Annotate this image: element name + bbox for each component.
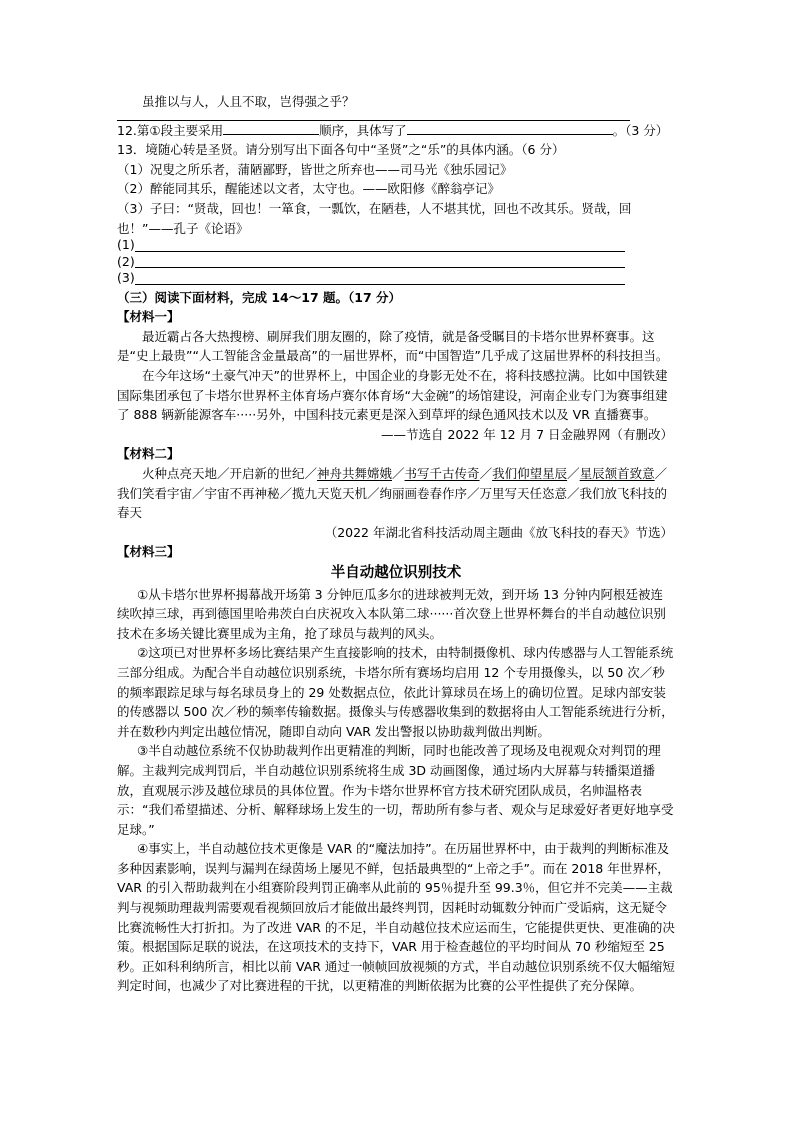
material3-paragraph-1: ①从卡塔尔世界杯揭幕战开场第 3 分钟厄瓜多尔的进球被判无效，到开场 13 分钟内阿根廷被连续吹掉三球，再到德国里哈弗茨白白庆祝攻入本队第二球······首次登上世界杯舞台的半自动越位识别技术在多场关键比赛里成为主角，抢了球员与裁判的风头。 — [117, 586, 666, 641]
answer-label: (2) — [117, 253, 135, 269]
material3-heading: 【材料三】 — [117, 544, 180, 560]
material2-poem — [117, 464, 675, 523]
q13-answer-1[interactable] — [117, 238, 675, 255]
material3-paragraph-3: ③半自动越位系统不仅协助裁判作出更精准的判断，同时也能改善了现场及电视观众对判罚的理解。主裁判完成判罚后，半自动越位识别系统将生成 3D 动画图像，通过场内大屏幕与转播渠道播放，直观展示涉及越位球员的具体位置。作为卡塔尔世界杯官方技术研究团队成员，名帅温格表示：“我们希望描述、分析、解释球场上发生的一切，帮助所有参与者、观众与足球爱好者更好地享受足球。” — [117, 743, 674, 837]
q12-blank-content[interactable] — [407, 121, 613, 135]
q12-part2: 顺序，具体写了 — [319, 122, 407, 138]
section3-heading: （三）阅读下面材料，完成 14～17 题。（17 分） — [117, 289, 401, 305]
poem-text: ／我们笑看宇宙／宇宙不再神秘／揽九天览天机／绚丽画卷春作序／万里写天任恣意／我们放飞科技的春天 — [117, 466, 668, 521]
q12-question — [117, 121, 675, 141]
q13-sentence-3: （3）子曰：“贤哉，回也！一箪食，一瓢饮，在陋巷，人不堪其忧，回也不改其乐。贤哉，回也！”——孔子《论语》 — [117, 200, 632, 236]
poem-text: 火种点亮天地／开启新的世纪／ — [142, 466, 318, 481]
material1-paragraph-1: 最近霸占各大热搜榜、刷屏我们朋友圈的，除了疫情，就是备受瞩目的卡塔尔世界杯赛事。这是“史上最贵”“人工智能含金量最高”的一届世界杯，而“中国智造”几乎成了这届世界杯的科技担当。 — [117, 328, 669, 364]
material3-paragraph-4: ④事实上，半自动越位技术更像是 VAR 的“魔法加持”。在历届世界杯中，由于裁判的判断标准及多种因素影响，误判与漏判在绿茵场上屡见不鲜，包括最典型的“上帝之手”。而在 2018 年世界杯，VAR 的引入帮助裁判在小组赛阶段判罚正确率从此前的 95％提升至 99.3％，但它并不完美——主裁判与视频助理裁判需要观看视频回放后才能做出最终判罚，因耗时动辄数分钟而广受诟病，这无疑令比赛流畅性大打折扣。为了改进 VAR 的不足，半自动越位技术应运而生，它能提供更快、更准确的决策。根据国际足联的说法，在这项技术的支持下，VAR 用于检查越位的平均时间从 70 秒缩短至 25 秒。正如科利纳所言，相比以前 VAR 通过一帧帧回放视频的方式，半自动越位识别系统不仅大幅缩短判定时间，也减少了对比赛进程的干扰，以更精准的判断依据为比赛的公平性提供了充分保障。 — [117, 841, 675, 994]
material1-source: ——节选自 2022 年 12 月 7 日金融界网（有删改） — [380, 426, 673, 442]
material1-heading: 【材料一】 — [117, 309, 180, 325]
material3-paragraph-2: ②这项已对世界杯多场比赛结果产生直接影响的技术，由特制摄像机、球内传感器与人工智能系统三部分组成。为配合半自动越位识别系统，卡塔尔所有赛场均启用 12 个专用摄像头，以 50 次／秒的频率跟踪足球与每名球员身上的 29 处数据点位，依此计算球员在场上的确切位置。足球内部安装的传感器以 500 次／秒的频率传输数据。摄像头与传感器收集到的数据将由人工智能系统进行分析，并在数秒内判定出越位情况，随即自动向 VAR 发出警报以协助裁判做出判断。 — [117, 645, 674, 739]
q12-part3: 。（3 分） — [612, 122, 669, 138]
poem-text: ／ — [392, 466, 405, 481]
material3-title: 半自动越位识别技术 — [330, 564, 462, 581]
q11-answer-line — [117, 113, 630, 121]
material2-source: （2022 年湖北省科技活动周主题曲《放飞科技的春天》节选） — [324, 524, 673, 540]
q11-tail-text: 虽推以与人，人且不取，岂得强之乎？ — [142, 94, 355, 109]
poem-underlined: 我们仰望星辰 — [492, 466, 568, 481]
answer-line — [135, 275, 625, 285]
material2-heading: 【材料二】 — [117, 446, 180, 462]
answer-label: (1) — [117, 237, 135, 253]
answer-label: (3) — [117, 270, 135, 286]
poem-text: ／ — [479, 466, 493, 481]
q13-stem: 13．境随心转是圣贤。请分别写出下面各句中“圣贤”之“乐”的具体内涵。（6 分） — [117, 142, 565, 158]
poem-underlined: 书写千古传奇 — [404, 466, 480, 481]
q13-answer-3[interactable] — [117, 271, 675, 288]
q13-sentence-2: （2）醉能同其乐，醒能述以文者，太守也。——欧阳修《醉翁亭记》 — [117, 181, 500, 197]
poem-underlined: 神舟共舞嫦娥 — [317, 466, 393, 481]
exam-page — [117, 92, 675, 996]
answer-line — [135, 258, 625, 268]
poem-underlined: 星辰颔首致意 — [579, 466, 655, 481]
q13-sentence-1: （1）况叟之所乐者，蒲陋鄙野，皆世之所弃也——司马光《独乐园记》 — [117, 161, 513, 177]
q12-part1: 12.第①段主要采用 — [117, 122, 224, 138]
q13-answer-2[interactable] — [117, 255, 675, 272]
answer-line — [135, 242, 625, 252]
material1-paragraph-2: 在今年这场“土豪气冲天”的世界杯上，中国企业的身影无处不在，将科技感拉满。比如中国铁建国际集团承包了卡塔尔世界杯主体育场卢赛尔体育场“大金碗”的场馆建设，河南企业专门为赛事组建了 888 辆新能源客车·····另外，中国科技元素更是深入到草坪的绿色通风技术以及 VR 直播赛事。 — [117, 368, 668, 423]
q12-blank-order[interactable] — [223, 121, 319, 135]
poem-text: ／ — [567, 466, 580, 481]
